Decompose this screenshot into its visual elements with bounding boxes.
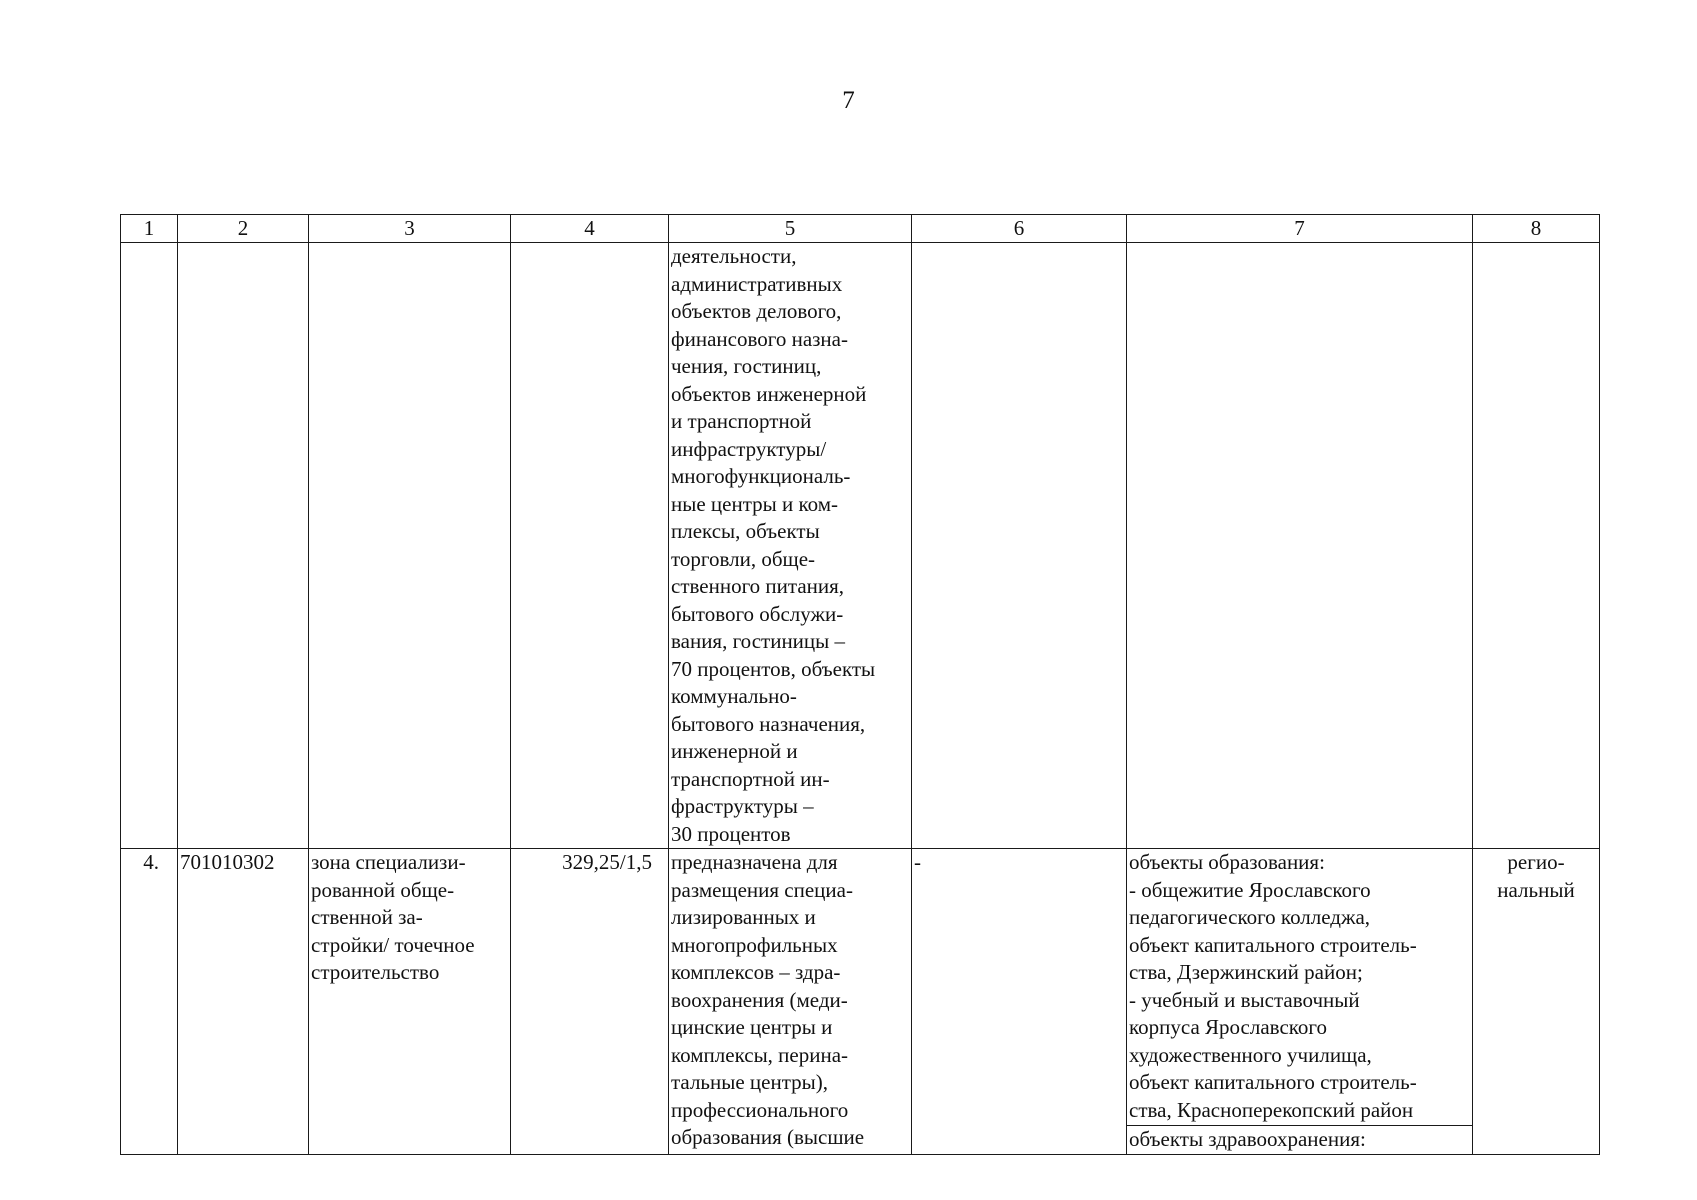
cell-empty <box>178 243 309 849</box>
cell-purpose <box>669 243 912 849</box>
cell-empty <box>912 243 1127 849</box>
header-col-7: 7 <box>1127 215 1473 243</box>
objects-health-heading: объекты здравоохранения: <box>1127 1125 1472 1154</box>
header-col-2: 2 <box>178 215 309 243</box>
header-col-5: 5 <box>669 215 912 243</box>
zoning-table <box>120 214 1600 1155</box>
cell-empty <box>1127 243 1473 849</box>
table-row <box>121 849 1600 1155</box>
objects-education-text: объекты образования: - общежитие Ярославского педагогического колледжа, объект капитального строитель- ства, Дзержинский район; - учебный и выставочный корпуса Ярославского художественного училища, объект капитального строитель- ства, Красноперекопский район <box>1129 850 1417 1122</box>
cell-objects <box>1127 849 1473 1155</box>
header-col-8: 8 <box>1473 215 1600 243</box>
cell-purpose: предназначена для размещения специа- лизированных и многопрофильных комплексов – здра- воохранения (меди- цинские центры и комплексы, перина- тальные центры), профессионального образования (высшие <box>669 849 912 1155</box>
cell-empty <box>309 243 511 849</box>
header-col-4: 4 <box>511 215 669 243</box>
cell-empty <box>121 243 178 849</box>
page-number: 7 <box>842 87 855 114</box>
header-row <box>121 215 1600 243</box>
header-col-6: 6 <box>912 215 1127 243</box>
cell-zone-code: 701010302 <box>178 849 309 1155</box>
cell-level: регио- нальный <box>1473 849 1600 1155</box>
cell-area: 329,25/1,5 <box>511 849 669 1155</box>
cell-row-number: 4. <box>121 849 178 1155</box>
cell-col6: - <box>912 849 1127 1155</box>
cell-empty <box>511 243 669 849</box>
header-col-1: 1 <box>121 215 178 243</box>
table-row <box>121 243 1600 849</box>
cell-zone-name: зона специализи- рованной обще- ственной за- стройки/ точечное строительство <box>309 849 511 1155</box>
cell-empty <box>1473 243 1600 849</box>
cell-purpose-text: деятельности, административных объектов делового, финансового назна- чения, гостиниц, объектов инженерной и транспортной инфраструктуры/ многофункциональ- ные центры и ком- плексы, объекты торговли, обще- ственного питания, бытового обслужи- вания, гостиницы – 70 процентов, объекты коммунально- бытового назначения, инженерной и транспортной ин- фраструктуры – 30 процентов <box>671 244 876 846</box>
header-col-3: 3 <box>309 215 511 243</box>
